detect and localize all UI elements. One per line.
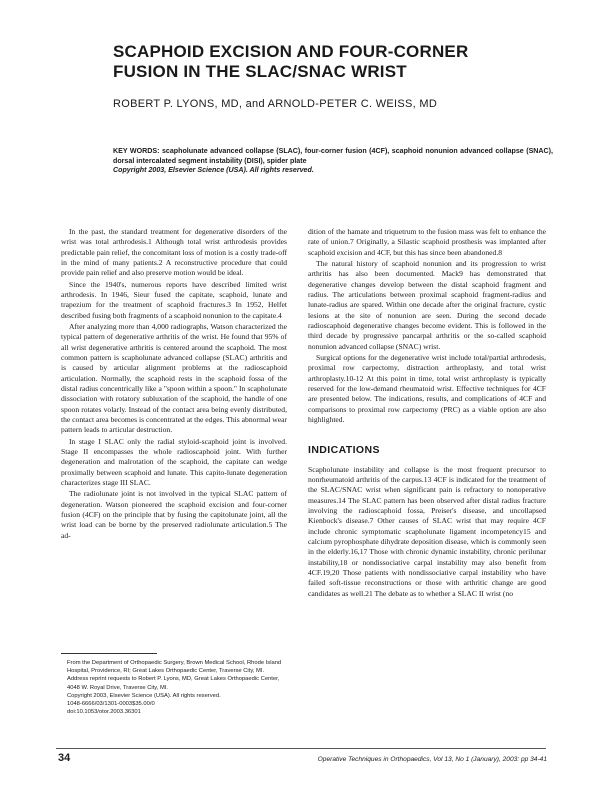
body-paragraph: Since the 1940's, numerous reports have described limited wrist arthrodesis. In 1946, Sieur fused the capitate, scaphoid, lunate and trapezium for the treatment of scaphoid fractures.3 In 1952, Helfet described fusing both fragments of a scaphoid nonunion to the capitate.4 [61,279,287,320]
article-title [113,42,543,82]
footnote-reprints: Address reprint requests to Robert P. Lyons, MD, Great Lakes Orthopaedic Center, 4048 W. Royal Drive, Traverse City, MI. [67,676,280,691]
body-paragraph: The radiolunate joint is not involved in the typical SLAC pattern of degeneration. Watson pioneered the scaphoid excision and four-corner fusion (4CF) on the principle that by fusing the capitolunate joint, all the wrist load can be borne by the preserved radiolunate articulation.5 The ad- [61,489,287,540]
keywords-label: KEY WORDS: [113,147,160,155]
body-paragraph: In stage I SLAC only the radial styloid-scaphoid joint is involved. Stage II encompasses the whole radioscaphoid joint. With further degeneration and malrotation of the scaphoid, the capitate can wedge proximally between scaphoid and lunate. This capito-lunate degeneration characterizes stage III SLAC. [61,436,287,487]
keywords-copyright: Copyright 2003, Elsevier Science (USA). All rights reserved. [113,166,314,175]
right-column [308,227,546,600]
body-paragraph: Scapholunate instability and collapse is the most frequent precursor to nonrheumatoid arthritis of the carpus.13 4CF is indicated for the treatment of the SLAC/SNAC wrist when significant pain is refractory to nonoperative measures.14 The SLAC pattern has been observed after distal radius fracture involving the radioscaphoid fossa, Preiser's disease, and uncollapsed Kienbock's disease.7 Other causes of SLAC wrist that may require 4CF include chronic symptomatic scapholunate ligament incompetency15 and calcium pyrophosphate dihydrate deposition disease, which is commonly seen in the elderly.16,17 Those with chronic dynamic instability, chronic perilunar instability,18 or nondissociative carpal instability may also benefit from 4CF.19,20 Those patients with nondissociative carpal instability who have failed soft-tissue reconstructions or those with arthritic change are good candidates as well.21 The debate as to whether a SLAC II wrist (no [308,464,546,598]
keywords-block [113,147,553,176]
body-paragraph: After analyzing more than 4,000 radiographs, Watson characterized the typical pattern of degenerative arthritis of the wrist. He found that 95% of all wrist degenerative arthritis is centered around the scaphoid. The most common pattern is scapholunate advanced collapse (SLAC) arthritis and is caused by articular alignment problems at the radioscaphoid articulation. Normally, the scaphoid rests in the scaphoid fossa of the distal radius concentrically like a "spoon within a spoon." In scapholunate dissociation with rotatory subluxation of the scaphoid, the handle of one spoon rotates volarly. Instead of the contact area being evenly distributed, the contact area becomes is concentrated at the edges. This abnormal wear pattern leads to articular destruction. [61,321,287,435]
footnote-divider [61,653,157,654]
footnote-issn: 1048-6666/03/1301-0003$35.00/0 [67,701,155,708]
journal-citation: Operative Techniques in Orthopaedics, Vol 13, No 1 (January), 2003: pp 34-41 [317,756,547,763]
footnote-copyright: Copyright 2003, Elsevier Science (USA). All rights reserved. [67,692,221,699]
page-number: 34 [58,752,71,764]
body-paragraph: In the past, the standard treatment for degenerative disorders of the wrist was total arthrodesis.1 Although total wrist arthrodesis provides predictable pain relief, the concomitant loss of motion is a costly trade-off in the mind of many patients.2 A reconstructive procedure that could provide pain relief and also preserve motion would be ideal. [61,227,287,278]
footnote-block [61,659,287,716]
left-column [61,227,287,542]
article-title-line-2: FUSION IN THE SLAC/SNAC WRIST [113,62,407,81]
article-title-line-1: SCAPHOID EXCISION AND FOUR-CORNER [113,42,469,61]
footnote-affiliation: From the Department of Orthopaedic Surgery, Brown Medical School, Rhode Island Hospital, Providence, RI; Great Lakes Orthopaedic Center, Traverse City, MI. [67,660,282,675]
body-paragraph: Surgical options for the degenerative wrist include total/partial arthrodesis, proximal row carpectomy, distraction arthroplasty, and total wrist arthroplasty.10-12 At this point in time, total wrist arthroplasty is typically reserved for the low-demand rheumatoid wrist. Effective techniques for 4CF are presented below. The indications, results, and complications of 4CF and comparisons to proximal row carpectomy (PRC) as a viable option are also highlighted. [308,352,546,424]
footer-divider [56,748,546,749]
section-heading-indications: INDICATIONS [308,444,380,457]
footnote-doi: doi:10.1053/otor.2003.36301 [67,709,141,716]
article-authors: ROBERT P. LYONS, MD, and ARNOLD-PETER C. WEISS, MD [113,98,438,110]
body-paragraph: The natural history of scaphoid nonunion and its progression to wrist arthritis has also been documented. Mack9 has demonstrated that degenerative changes develop between the distal scaphoid fragment and radius. The articulations between proximal scaphoid fragment-radius and lunate-radius are spared. Within one decade after the original fracture, cystic lesions at the site of nonunion are seen. During the second decade radioscaphoid degenerative changes become evident. This is followed in the third decade by progressive pancarpal arthritis or the so-called scaphoid nonunion advanced collapse (SNAC) wrist. [308,258,546,351]
keywords-text: scapholunate advanced collapse (SLAC), four-corner fusion (4CF), scaphoid nonunion advanced collapse (SNAC), dorsal intercalated segment instability (DISI), spider plate [113,147,554,165]
body-paragraph: dition of the hamate and triquetrum to the fusion mass was felt to enhance the rate of union.7 Originally, a Silastic scaphoid prosthesis was implanted after scaphoid excision and 4CF, but this has since been abandoned.8 [308,227,546,257]
